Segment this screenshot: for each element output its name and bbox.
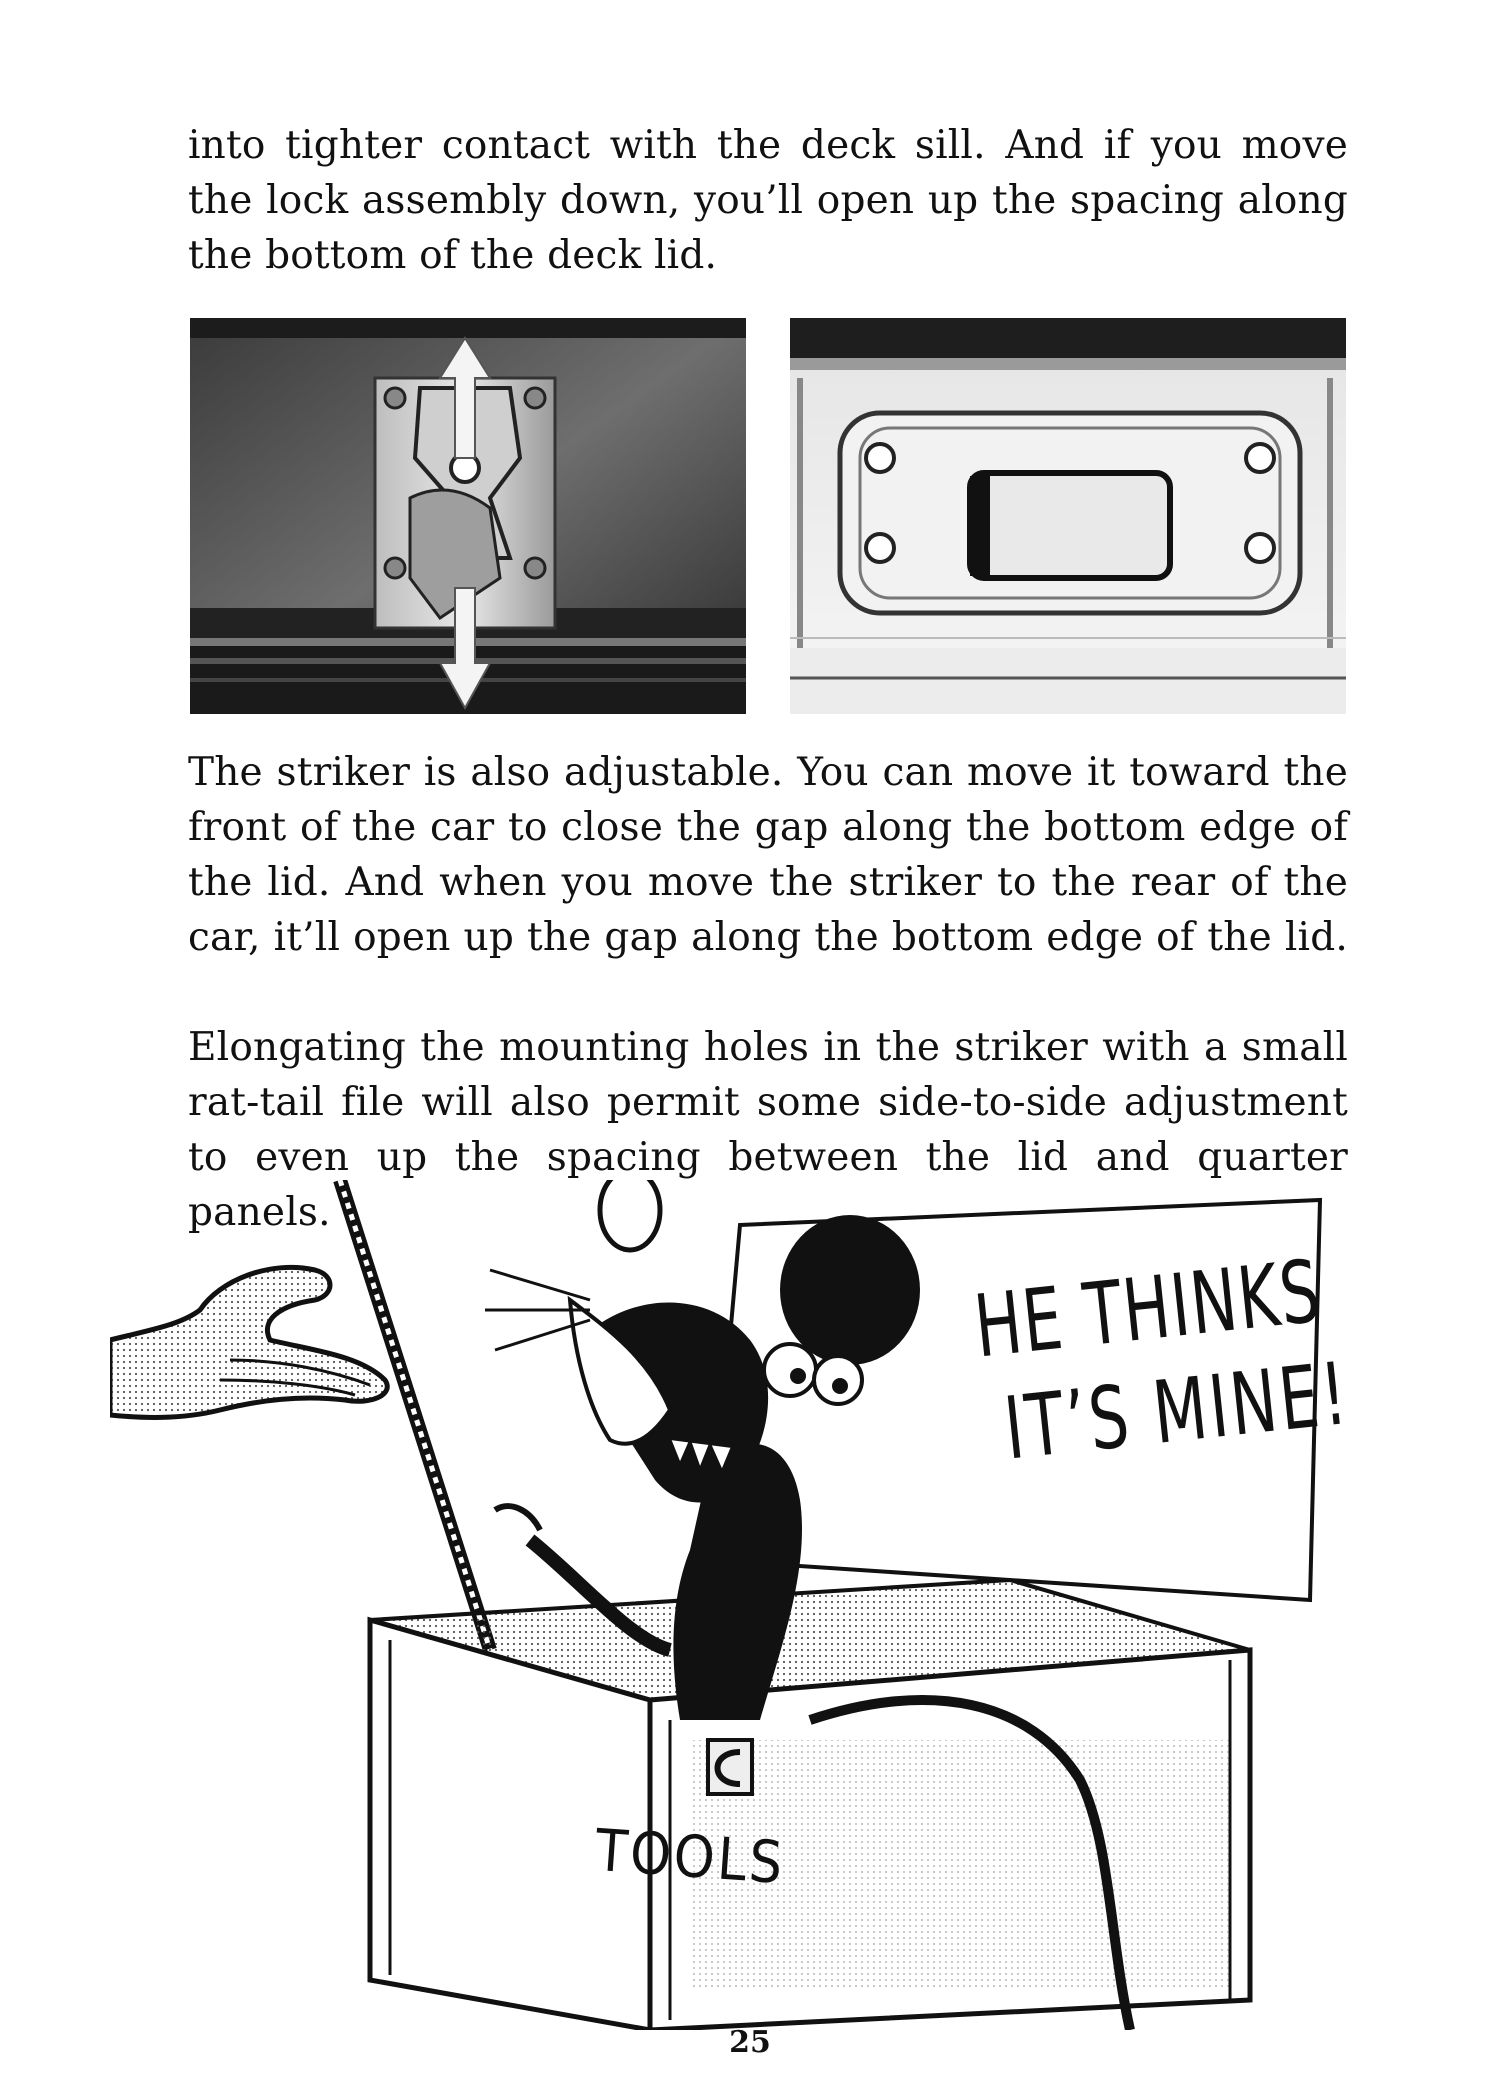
paragraph-striker-adjustment: The striker is also adjustable. You can move it toward the front of the car to close the gap along the bottom edge of the lid. And when you move the striker to the rear of the car, it’ll open up the gap along the bottom edge of the lid.: [188, 750, 1348, 960]
tools-box-label: TOOLS: [593, 1816, 788, 1898]
striker-photo: [790, 318, 1346, 714]
page-number: 25: [729, 2025, 771, 2060]
rat-tools-cartoon: [110, 1180, 1410, 2030]
paragraph-elongating-holes: Elongating the mounting holes in the striker with a small rat-tail file will also permit some side-to-side adjustment to even up the spacing between the lid and quarter panels.: [188, 1025, 1348, 1235]
lock-assembly-photo: [190, 318, 746, 714]
paragraph-lock-adjustment: into tighter contact with the deck sill. And if you move the lock assembly down, you’ll open up the spacing along the bottom of the deck lid.: [188, 123, 1348, 278]
cartoon-caption-line2: IT’S MINE!: [1000, 1343, 1355, 1480]
cartoon-caption-line1: HE THINKS: [970, 1241, 1326, 1378]
